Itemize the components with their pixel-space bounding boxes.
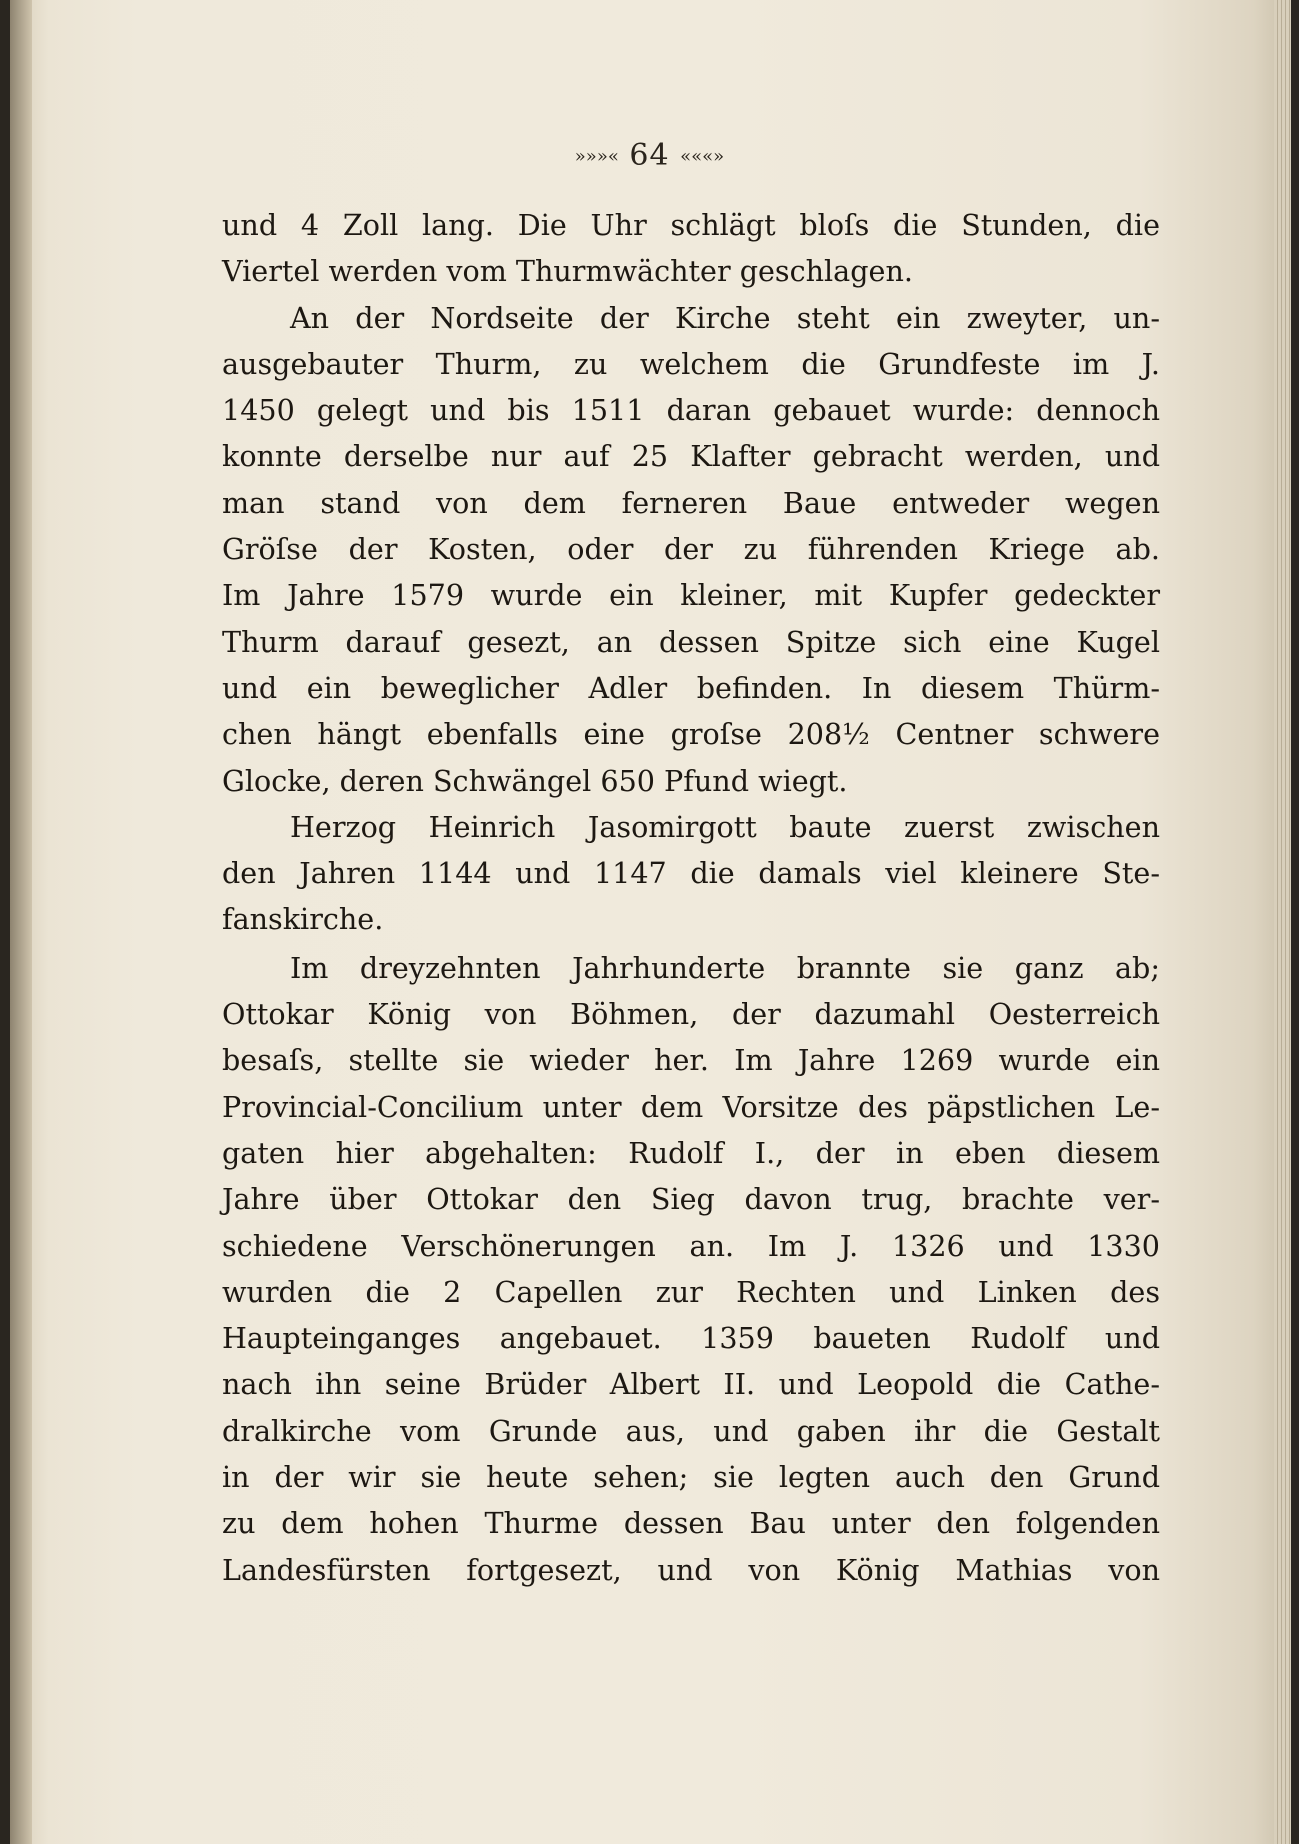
text-line: man stand von dem ferneren Baue entweder wegen	[222, 485, 1160, 520]
text-line: fanskirche.	[222, 902, 384, 937]
text-line: und 4 Zoll lang. Die Uhr schlägt bloſs die Stunden, die	[222, 208, 1160, 242]
text-line: Im Jahre 1579 wurde ein kleiner, mit Kupfer gedeckter	[222, 578, 1160, 613]
text-line: Jahre über Ottokar den Sieg davon trug, brachte ver-	[222, 1182, 1160, 1217]
text-line: Gröſse der Kosten, oder der zu führenden Kriege ab.	[222, 532, 1160, 567]
header-ornament-left: »»»«	[574, 146, 619, 167]
page-edges	[1274, 0, 1292, 1844]
scan-border	[1291, 0, 1299, 1844]
text-line: chen hängt ebenfalls eine groſse 208½ Centner schwere	[222, 717, 1160, 752]
text-line: Provincial-Concilium unter dem Vorsitze des päpstlichen Le-	[222, 1089, 1160, 1124]
running-header	[0, 138, 1299, 173]
text-line: gaten hier abgehalten: Rudolf I., der in eben diesem	[222, 1135, 1160, 1170]
text-line: Thurm darauf gesezt, an dessen Spitze sich eine Kugel	[222, 624, 1160, 659]
text-line: zu dem hohen Thurme dessen Bau unter den folgenden	[222, 1506, 1160, 1541]
paragraph	[222, 945, 1160, 1593]
text-line: in der wir sie heute sehen; sie legten auch den Grund	[222, 1460, 1160, 1495]
text-line: Glocke, deren Schwängel 650 Pfund wiegt.	[222, 763, 848, 798]
paragraph	[222, 804, 1160, 943]
text-line: Im dreyzehnten Jahrhunderte brannte sie ganz ab;	[290, 950, 1160, 985]
text-line: An der Nordseite der Kirche steht ein zweyter, un-	[290, 300, 1160, 335]
text-line: besaſs, stellte sie wieder her. Im Jahre 1269 wurde ein	[222, 1043, 1160, 1078]
text-line: Ottokar König von Böhmen, der dazumahl Oesterreich	[222, 997, 1160, 1032]
header-ornament-right: «««»	[680, 146, 725, 167]
page-number: 64	[629, 138, 670, 173]
text-line: ausgebauter Thurm, zu welchem die Grundfeste im J.	[222, 346, 1160, 381]
text-line: Landesfürsten fortgesezt, und von König Mathias von	[222, 1552, 1160, 1587]
text-line: dralkirche vom Grunde aus, und gaben ihr die Gestalt	[222, 1413, 1160, 1448]
text-line: Herzog Heinrich Jasomirgott baute zuerst zwischen	[290, 809, 1160, 844]
text-line: Haupteinganges angebauet. 1359 baueten Rudolf und	[222, 1321, 1160, 1356]
paragraph	[222, 295, 1160, 804]
book-gutter	[10, 0, 32, 1844]
text-line: den Jahren 1144 und 1147 die damals viel kleinere Ste-	[222, 856, 1160, 891]
paragraph	[222, 202, 1160, 295]
text-line: nach ihn seine Brüder Albert II. und Leopold die Cathe-	[222, 1367, 1160, 1402]
text-line: schiedene Verschönerungen an. Im J. 1326 und 1330	[222, 1228, 1160, 1263]
text-line: 1450 gelegt und bis 1511 daran gebauet wurde: dennoch	[222, 393, 1160, 428]
text-line: wurden die 2 Capellen zur Rechten und Linken des	[222, 1274, 1160, 1309]
text-line: Viertel werden vom Thurmwächter geschlagen.	[222, 254, 913, 289]
body-text	[222, 202, 1160, 1593]
text-line: und ein beweglicher Adler befinden. In diesem Thürm-	[222, 670, 1160, 705]
text-line: konnte derselbe nur auf 25 Klafter gebracht werden, und	[222, 439, 1160, 474]
